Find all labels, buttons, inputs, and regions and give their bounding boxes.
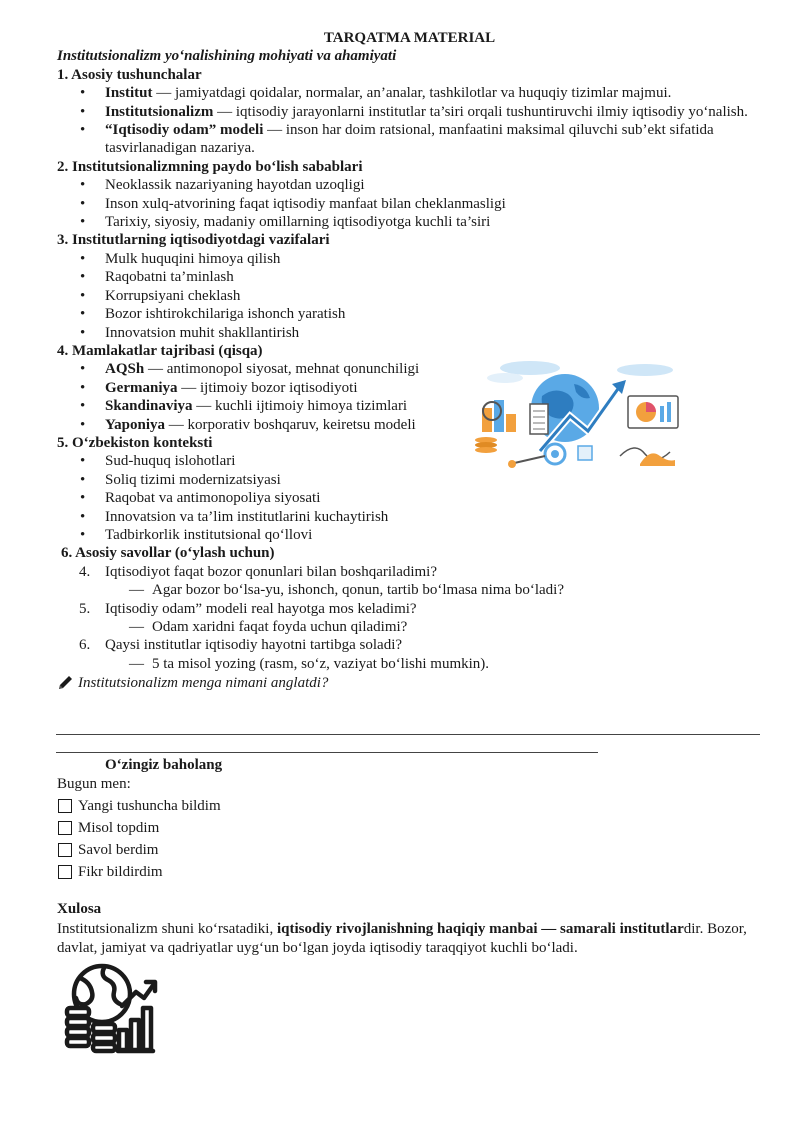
pencil-icon (57, 675, 73, 691)
checkbox[interactable] (58, 865, 72, 879)
list-item: • Raqobatni ta’minlash (57, 268, 762, 286)
section-2-list (57, 176, 762, 231)
list-item: • Inson xulq-atvorining faqat iqtisodiy manfaat bilan cheklanmasligi (57, 195, 762, 213)
list-item: • Skandinaviya — kuchli ijtimoiy himoya tizimlari (57, 397, 762, 415)
self-evaluation-title: O‘zingiz baholang (105, 757, 223, 773)
list-item: • Institut — jamiyatdagi qoidalar, normalar, an’analar, tashkilotlar va huquqiy tizimlar majmui. (57, 84, 762, 102)
list-item: • Bozor ishtirokchilariga ishonch yaratish (57, 305, 762, 323)
questions (57, 563, 762, 673)
list-item: • Neoklassik nazariyaning hayotdan uzoqligi (57, 176, 762, 194)
section-3-list (57, 250, 762, 342)
checkbox-item[interactable]: Misol topdim (57, 819, 221, 837)
reflection-prompt (57, 674, 762, 692)
economy-illustration (470, 356, 695, 471)
section-1-list (57, 84, 762, 158)
list-item: • AQSh — antimonopol siyosat, mehnat qonunchiligi (57, 360, 762, 378)
list-item: • Yaponiya — korporativ boshqaruv, keiretsu modeli (57, 416, 762, 434)
question: 4. Iqtisodiyot faqat bozor qonunlari bilan boshqariladimi? (79, 563, 438, 580)
list-item: • “Iqtisodiy odam” modeli — inson har doim ratsional, manfaatini maksimal qiluvchi sub’ekt sifatida tasvirlanadigan nazariya. (57, 121, 762, 158)
list-item: • Innovatsion muhit shakllantirish (57, 324, 762, 342)
prompt-text: Institutsionalizm menga nimani anglatdi? (78, 675, 329, 692)
answer-line (56, 734, 760, 735)
section-6-heading: 6. Asosiy savollar (o‘ylash uchun) (61, 545, 275, 562)
self-evaluation (57, 775, 221, 881)
list-item: • Tarixiy, siyosiy, madaniy omillarning iqtisodiyotga kuchli ta’siri (57, 213, 762, 231)
checkbox-item[interactable]: Savol berdim (57, 841, 221, 859)
list-item: • Mulk huquqini himoya qilish (57, 250, 762, 268)
answer-hint: — Agar bozor bo‘lsa-yu, ishonch, qonun, tartib bo‘lmasa nima bo‘ladi? (129, 582, 564, 599)
checkbox-item[interactable]: Fikr bildirdim (57, 863, 221, 881)
answer-hint: — Odam xaridni faqat foyda uchun qiladimi? (129, 619, 408, 635)
section-2-heading: 2. Institutsionalizmning paydo bo‘lish sabablari (57, 158, 363, 175)
conclusion-text: Institutsionalizm shuni ko‘rsatadiki, iqtisodiy rivojlanishning haqiqiy manbai — samarali institutlardir. Bozor, davlat, jamiyat va qadriyatlar uyg‘un bo‘lgan joyda iqtisodiy taraqqiyot kuchli bo‘ladi. (57, 921, 747, 956)
checkbox[interactable] (58, 821, 72, 835)
section-5-heading: 5. O‘zbekiston konteksti (57, 434, 213, 451)
answer-hint: — 5 ta misol yozing (rasm, so‘z, vaziyat bo‘lishi mumkin). (129, 655, 490, 672)
checkbox[interactable] (58, 799, 72, 813)
list-item: • Korrupsiyani cheklash (57, 287, 762, 305)
checkbox-item[interactable]: Yangi tushuncha bildim (57, 797, 221, 815)
list-item: • Soliq tizimi modernizatsiyasi (57, 471, 762, 489)
list-item: • Germaniya — ijtimoiy bozor iqtisodiyoti (57, 379, 762, 397)
section-3-heading: 3. Institutlarning iqtisodiyotdagi vazifalari (57, 232, 330, 249)
list-item: • Sud-huquq islohotlari (57, 452, 762, 470)
globe-growth-icon (64, 960, 158, 1054)
list-item: • Innovatsion va ta’lim institutlarini kuchaytirish (57, 508, 762, 526)
page-subtitle: Institutsionalizm yo‘nalishining mohiyati va ahamiyati (57, 48, 397, 65)
list-item: • Raqobat va antimonopoliya siyosati (57, 489, 762, 507)
conclusion (57, 900, 762, 957)
question: 5. Iqtisodiy odam” modeli real hayotga mos keladimi? (79, 600, 417, 617)
answer-line (56, 752, 598, 753)
self-evaluation-lead: Bugun men: (57, 776, 131, 792)
page-title: TARQATMA MATERIAL (323, 30, 496, 46)
question: 6. Qaysi institutlar iqtisodiy hayotni tartibga soladi? (79, 637, 403, 654)
conclusion-heading: Xulosa (57, 901, 102, 917)
section-1-heading: 1. Asosiy tushunchalar (57, 66, 202, 83)
section-4-heading: 4. Mamlakatlar tajribasi (qisqa) (57, 342, 263, 359)
list-item: • Institutsionalizm — iqtisodiy jarayonlarni institutlar ta’siri orqali tushuntiruvchi ilmiy iqtisodiy yo‘nalish. (57, 103, 762, 121)
checkbox[interactable] (58, 843, 72, 857)
list-item: • Tadbirkorlik institutsional qo‘llovi (57, 526, 762, 544)
